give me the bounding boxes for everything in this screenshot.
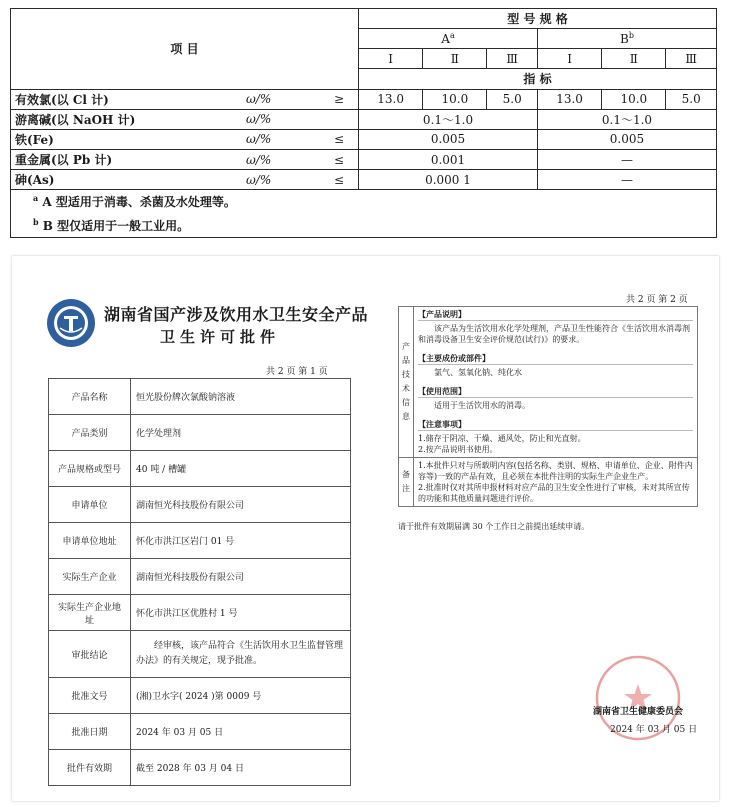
row-unit: ω/% [242,89,320,109]
row-relation: ≤ [320,149,359,169]
row-unit: ω/% [242,109,320,129]
row-relation: ≤ [320,129,359,149]
field-label: 审批结论 [49,631,131,678]
row-unit: ω/% [242,170,320,190]
row-name: 有效氯(以 Cl 计) [11,89,243,109]
field-label: 产品名称 [49,379,131,415]
notice-item: 1.储存于阴凉、干燥、通风处，防止和光直射。 [418,434,586,443]
field-label: 实际生产企业 [49,559,131,595]
grade-header: Ⅲ [487,49,538,69]
row-relation [320,109,359,129]
scope-text: 适用于生活饮用水的消毒。 [434,401,530,410]
grade-header: Ⅰ [359,49,423,69]
renewal-note: 请于批件有效期届满 30 个工作日之前提出延续申请。 [398,522,590,531]
row-value-b: 0.1～1.0 [537,109,716,129]
row-name: 铁(Fe) [11,129,243,149]
row-relation: ≤ [320,170,359,190]
field-label: 实际生产企业地址 [49,595,131,631]
row-value-b: — [537,149,716,169]
table-row [49,559,351,595]
grade-header: Ⅲ [666,49,717,69]
table-note: $^a$ A 型适用于消毒、杀菌及水处理等。 [11,190,717,214]
row-value-b: 0.005 [537,129,716,149]
product-info-table [398,306,698,507]
table-row [49,595,351,631]
table-note: $^b$ B 型仅适用于一般工业用。 [11,214,717,238]
row-name: 重金属(以 Pb 计) [11,149,243,169]
field-value: 恒光股份牌次氯酸钠溶液 [131,379,351,415]
certificate-title: 湖南省国产涉及饮用水卫生安全产品 [104,305,369,324]
field-value: 经审核，该产品符合《生活饮用水卫生监督管理办法》的有关规定，现予批准。 [131,631,351,678]
ingredients-text: 氯气、氢氧化钠、纯化水 [434,368,522,377]
row-value-a: 0.1～1.0 [359,109,538,129]
field-value: 湖南恒光科技股份有限公司 [131,487,351,523]
product-info-content [414,307,698,458]
row-value: 10.0 [423,89,487,109]
table-row [49,631,351,678]
row-value: 5.0 [487,89,538,109]
model-header: 型 号 规 格 [359,9,717,29]
row-unit: ω/% [242,149,320,169]
remark-item: 1.本批件只对与所载明内容(包括名称、类别、规格、申请单位、企业、附件内容等)一致的产品有效，且必须在本批件注明的实际生产企业生产。 [418,461,693,481]
remarks-content [414,458,698,507]
notice-heading: 【注意事项】 [418,419,693,431]
table-row [49,750,351,786]
row-value-a: 0.000 1 [359,170,538,190]
field-value: 怀化市洪江区岩门 01 号 [131,523,351,559]
row-relation: ≥ [320,89,359,109]
table-row [49,523,351,559]
table-row [49,714,351,750]
row-value: 10.0 [602,89,666,109]
row-value-a: 0.001 [359,149,538,169]
ingredients-heading: 【主要成份或部件】 [418,353,693,365]
scope-heading: 【使用范围】 [418,386,693,398]
certificate-subtitle: 卫生许可批件 [160,328,281,346]
field-value: 化学处理剂 [131,415,351,451]
field-label: 产品规格或型号 [49,451,131,487]
table-row [11,129,717,149]
field-value: 截至 2028 年 03 月 04 日 [131,750,351,786]
grade-header: Ⅱ [602,49,666,69]
row-value: 13.0 [537,89,601,109]
product-desc-text: 该产品为生活饮用水化学处理剂，产品卫生性能符合《生活饮用水消毒剂和消毒设备卫生安全评价规范(试行)》的要求。 [418,324,690,344]
row-unit: ω/% [242,129,320,149]
field-label: 申请单位 [49,487,131,523]
field-value: 2024 年 03 月 05 日 [131,714,351,750]
type-a-header: $A^a$ [359,29,538,49]
row-value-b: — [537,170,716,190]
row-value: 5.0 [666,89,717,109]
index-header: 指 标 [359,69,717,89]
field-value: 怀化市洪江区优胜村 1 号 [131,595,351,631]
grade-header: Ⅰ [537,49,601,69]
row-value: 13.0 [359,89,423,109]
row-name: 游离碱(以 NaOH 计) [11,109,243,129]
item-header: 项 目 [11,9,359,90]
spec-table [10,8,717,238]
remarks-side-label: 备注 [399,458,414,507]
field-value: 40 吨 / 槽罐 [131,451,351,487]
health-commission-emblem-icon [46,298,96,348]
type-b-header: $B^b$ [537,29,716,49]
table-row [49,678,351,714]
issue-date: 2024 年 03 月 05 日 [610,725,698,735]
row-value-a: 0.005 [359,129,538,149]
table-row [49,415,351,451]
table-row [49,379,351,415]
hygiene-license-certificate [12,256,719,801]
page-number-right: 共 2 页 第 2 页 [626,295,688,305]
notice-item: 2.按产品说明书使用。 [418,445,498,454]
spec-table-section [10,8,717,238]
grade-header: Ⅱ [423,49,487,69]
table-row [11,170,717,190]
table-row [11,89,717,109]
product-desc-heading: 【产品说明】 [418,309,693,321]
remark-item: 2.批准时仅对其所申报材料对应产品的卫生安全性进行了审核，未对其所宣传的功能和其他质量问题进行评价。 [418,483,690,503]
field-value: 湖南恒光科技股份有限公司 [131,559,351,595]
field-label: 批准文号 [49,678,131,714]
field-label: 批件有效期 [49,750,131,786]
license-fields-table [48,378,351,786]
product-info-side-label: 产品技术信息 [399,307,414,458]
table-row [11,109,717,129]
issuing-authority: 湖南省卫生健康委员会 [593,707,684,717]
table-row [11,149,717,169]
row-name: 砷(As) [11,170,243,190]
table-row [49,487,351,523]
field-value: (湘)卫水字( 2024 )第 0009 号 [131,678,351,714]
page-number-left: 共 2 页 第 1 页 [266,367,328,377]
table-row [49,451,351,487]
field-label: 产品类别 [49,415,131,451]
field-label: 批准日期 [49,714,131,750]
field-label: 申请单位地址 [49,523,131,559]
